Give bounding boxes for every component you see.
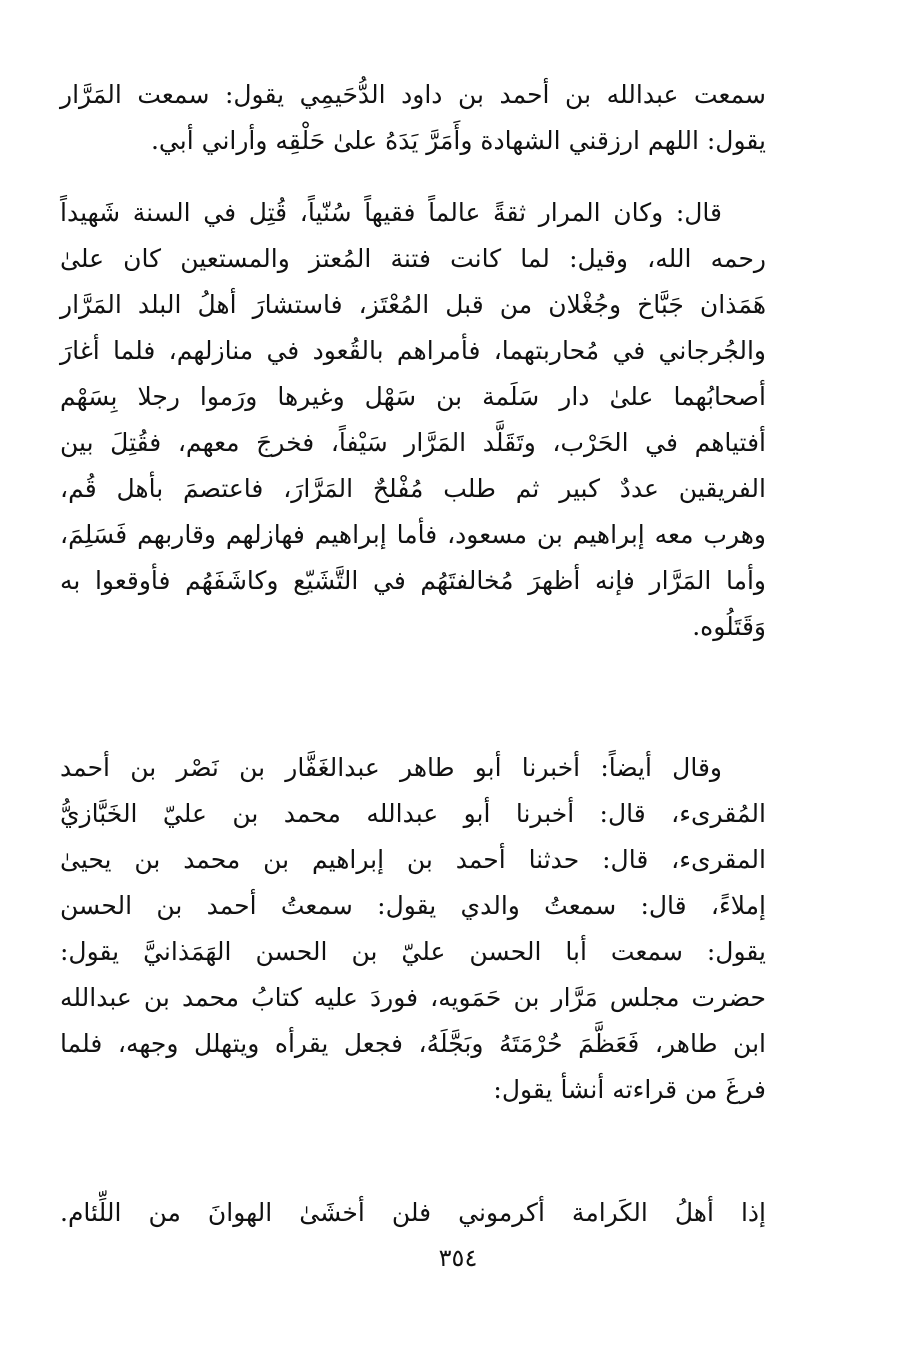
text-line: رحمه الله، وقيل: لما كانت فتنة المُعتز والمستعين كان علىٰ xyxy=(60,244,766,273)
text-line: إملاءً، قال: سمعتُ والدي يقول: سمعتُ أحمد بن الحسن xyxy=(60,891,766,920)
paragraph-1 xyxy=(60,72,766,164)
text-line: وهرب معه إبراهيم بن مسعود، فأما إبراهيم فهازلهم وقاربهم فَسَلِمَ، xyxy=(60,520,766,549)
paragraph-3 xyxy=(60,745,766,1113)
text-line: وَقَتَلُوه. xyxy=(692,612,766,641)
text-line: فرغَ من قراءته أنشأ يقول: xyxy=(493,1075,766,1104)
text-line: يقول: اللهم ارزقني الشهادة وأَمَرَّ يَدَهُ علىٰ حَلْقِه وأراني أبي. xyxy=(150,126,766,155)
text-line: قال: وكان المرار ثقةً عالماً فقيهاً سُنّياً، قُتِل في السنة شَهيداً xyxy=(60,198,722,227)
verse-line xyxy=(60,1190,766,1236)
text-line: ابن طاهر، فَعَظَّمَ حُرْمَتَهُ وبَجَّلَهُ، فجعل يقرأه ويتهلل وجهه، فلما xyxy=(60,1029,766,1058)
paragraph-2 xyxy=(60,190,766,650)
text-line: سمعت عبدالله بن أحمد بن داود الدُّحَيمِي يقول: سمعت المَرَّار xyxy=(60,80,766,109)
text-line: هَمَذان جَبَّاخ وجُغْلان من قبل المُعْتَز، فاستشارَ أهلُ البلد المَرَّار xyxy=(60,290,766,319)
text-line: وقال أيضاً: أخبرنا أبو طاهر عبدالغَفَّار بن نَصْر بن أحمد xyxy=(60,753,722,782)
text-line: والجُرجاني في مُحاربتهما، فأمراهم بالقُعود في منازلهم، فلما أغارَ xyxy=(60,336,766,365)
text-line: المُقرىء، قال: أخبرنا أبو عبدالله محمد بن عليّ الخَبَّازيُّ xyxy=(60,799,766,828)
text-line: وأما المَرَّار فإنه أظهرَ مُخالفتَهُم في التَّشَيّع وكاشَفَهُم فأوقعوا به xyxy=(60,566,766,595)
text-line: أفتياهم في الحَرْب، وتَقَلَّد المَرَّار سَيْفاً، فخرجَ معهم، فقُتِلَ بين xyxy=(60,428,766,457)
page-number: ٣٥٤ xyxy=(438,1244,478,1272)
text-line: المقرىء، قال: حدثنا أحمد بن إبراهيم بن محمد بن يحيىٰ xyxy=(60,845,766,874)
text-line: يقول: سمعت أبا الحسن عليّ بن الحسن الهَمَذانيَّ يقول: xyxy=(60,937,766,966)
text-line: إذا أهلُ الكَرامة أكرموني فلن أخشَىٰ الهوانَ من اللِّئام. xyxy=(60,1198,766,1227)
text-line: أصحابُهما علىٰ دار سَلَمة بن سَهْل وغيرها ورَموا رجلا بِسَهْم xyxy=(60,382,766,411)
text-line: حضرت مجلس مَرَّار بن حَمَويه، فوردَ عليه كتابُ محمد بن عبدالله xyxy=(60,983,766,1012)
text-line: الفريقين عددٌ كبير ثم طلب مُفْلحٌ المَرَّارَ، فاعتصمَ بأهل قُم، xyxy=(60,474,766,503)
